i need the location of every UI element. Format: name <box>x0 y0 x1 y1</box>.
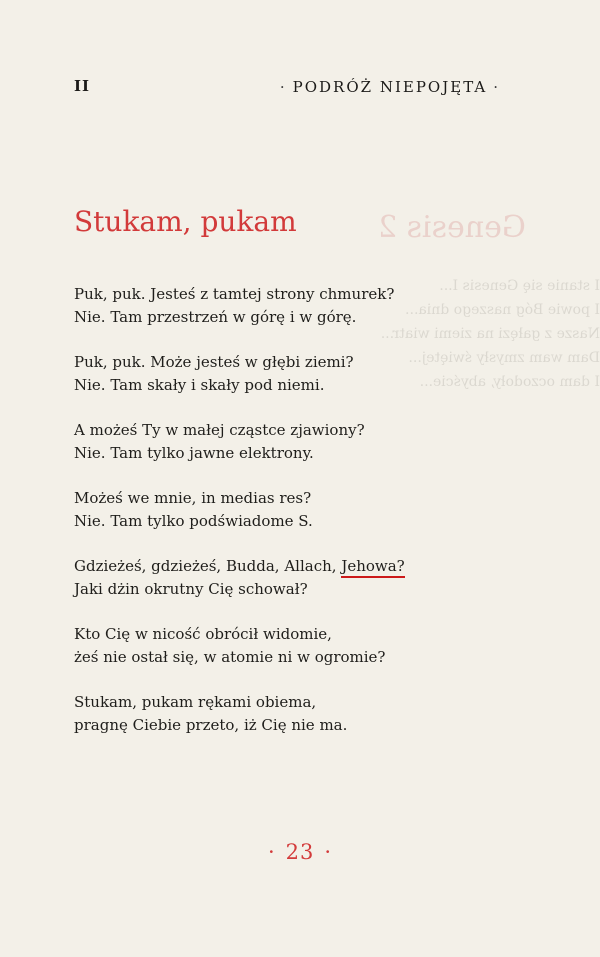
poem-line-text: Stukam, pukam rękami obiema, <box>74 693 317 711</box>
poem-line <box>74 578 394 601</box>
poem-line-text: Puk, puk. Może jesteś w głębi ziemi? <box>74 353 354 371</box>
poem-line-text: Nie. Tam przestrzeń w górę i w górę. <box>74 307 357 326</box>
poem-line <box>74 555 405 578</box>
poem-line <box>74 419 394 442</box>
poem-line-text: A możeś Ty w małej cząstce zjawiony? <box>74 421 365 439</box>
show-through-line: I stanie się Genesis I... <box>439 278 600 294</box>
poem-line-text: Nie. Tam tylko jawne elektrony. <box>74 443 314 462</box>
poem-line <box>74 487 394 510</box>
header-bullet-right: · <box>493 78 500 96</box>
poem-line-text: Kto Cię w nicość obrócił widomie, <box>74 625 332 643</box>
page-number-dot-right: · <box>324 840 333 864</box>
poem-line-text: Jaki dżin okrutny Cię schował? <box>74 579 308 598</box>
show-through-line: Nasze z gałęzi na ziemi wiatr... <box>380 326 600 342</box>
poem-line <box>74 510 394 533</box>
stanza <box>74 623 394 668</box>
poem-line-text: Możeś we mnie, in medias res? <box>74 489 312 507</box>
header-bullet-left: · <box>279 78 287 96</box>
stanza <box>74 351 394 396</box>
page-number-dot-left: · <box>267 840 276 864</box>
show-through-title: Genesis 2 <box>378 210 526 245</box>
stanza <box>74 555 405 600</box>
running-header <box>274 78 506 96</box>
poem-line <box>74 283 394 306</box>
page-number-value: 23 <box>285 840 315 864</box>
poem-line <box>74 374 394 397</box>
poem-title: Stukam, pukam <box>74 205 297 238</box>
chapter-number: II <box>74 77 91 95</box>
poem-line-text: Nie. Tam skały i skały pod niemi. <box>74 375 325 394</box>
stanza <box>74 691 394 736</box>
poem-line <box>74 306 394 329</box>
underlined-word: Jehowa? <box>341 557 404 578</box>
show-through-line: I powie Bóg naszego dnia... <box>405 302 600 318</box>
stanza <box>74 487 394 532</box>
poem-body <box>74 283 405 759</box>
poem-line-text: Nie. Tam tylko podświadome S. <box>74 511 313 530</box>
show-through-line: Dam wam zmysły świętej... <box>408 350 600 366</box>
poem-line <box>74 646 394 669</box>
poem-line <box>74 714 394 737</box>
show-through-line: I dam oczodoły, abyście... <box>419 374 600 390</box>
poem-line-text: Gdzieżeś, gdzieżeś, Budda, Allach, <box>74 557 342 575</box>
stanza <box>74 283 394 328</box>
poem-line <box>74 351 394 374</box>
running-header-title: PODRÓŻ NIEPOJĘTA <box>292 78 488 96</box>
poem-line <box>74 442 394 465</box>
poem-line-text: pragnę Ciebie przeto, iż Cię nie ma. <box>74 715 348 734</box>
stanza <box>74 419 394 464</box>
page-number <box>0 840 600 864</box>
poem-line-text: żeś nie ostał się, w atomie ni w ogromie? <box>74 647 386 666</box>
poem-line <box>74 691 394 714</box>
poem-line <box>74 623 394 646</box>
poem-line-text: Puk, puk. Jesteś z tamtej strony chmurek? <box>74 285 395 303</box>
